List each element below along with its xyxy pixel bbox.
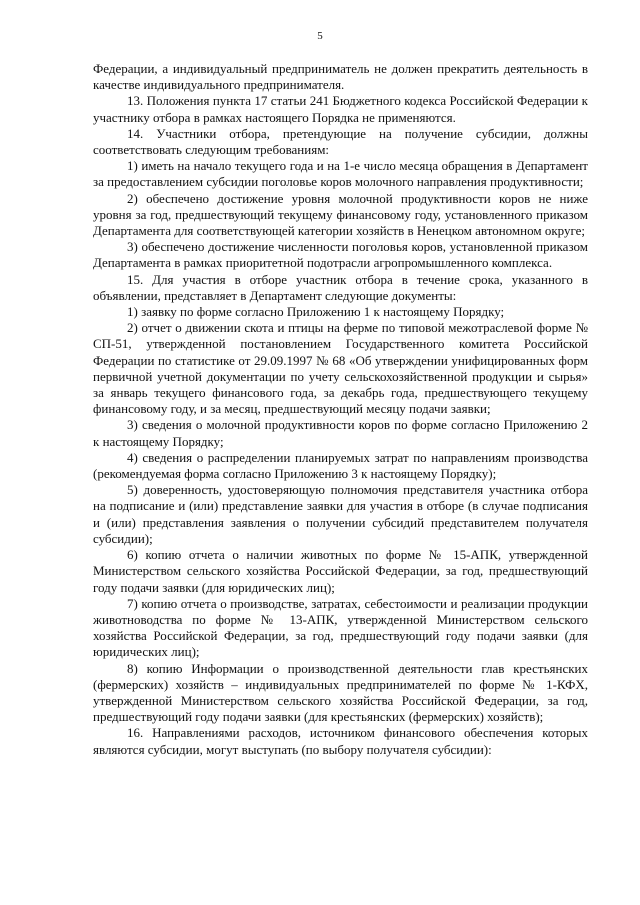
paragraph-clause-15-item-2: 2) отчет о движении скота и птицы на ферме по типовой межотраслевой форме № СП-51, утвержденной постановлением Государственного комитета Российской Федерации по статистике от 29.09.1997 № 68 «Об утверждении унифицированных форм первичной учетной документации по учету сельскохозяйственной продукции и сырья» за январь текущего финансового года, за декабрь года, предшествующего текущему финансовому году, и за месяц, предшествующий месяцу подачи заявки; [93, 320, 588, 417]
paragraph-clause-14-item-2: 2) обеспечено достижение уровня молочной продуктивности коров не ниже уровня за год, предшествующий текущему финансовому году, установленного приказом Департамента для соответствующей категории хозяйств в Ненецком автономном округе; [93, 190, 588, 239]
document-body [93, 61, 588, 758]
paragraph-clause-16: 16. Направлениями расходов, источником финансового обеспечения которых являются субсидии, могут выступать (по выбору получателя субсидии): [93, 725, 588, 757]
page-number: 5 [317, 30, 323, 42]
paragraph-clause-14-item-3: 3) обеспечено достижение численности поголовья коров, установленной приказом Департамента в рамках приоритетной подотрасли агропромышленного комплекса. [93, 239, 588, 271]
paragraph-clause-15-item-8: 8) копию Информации о производственной деятельности глав крестьянских (фермерских) хозяйств – индивидуальных предпринимателей по форме № 1-КФХ, утвержденной Министерством сельского хозяйства Российской Федерации, за год, предшествующий году подачи заявки (для крестьянских (фермерских) хозяйств); [93, 660, 588, 725]
paragraph-clause-15-item-7: 7) копию отчета о производстве, затратах, себестоимости и реализации продукции животноводства по форме № 13-АПК, утвержденной Министерством сельского хозяйства Российской Федерации, за год, предшествующий году подачи заявки (для юридических лиц); [93, 595, 588, 660]
paragraph-clause-15-item-1: 1) заявку по форме согласно Приложению 1 к настоящему Порядку; [127, 304, 505, 320]
paragraph-clause-14: 14. Участники отбора, претендующие на получение субсидии, должны соответствовать следующим требованиям: [93, 125, 588, 158]
paragraph-clause-15-item-4: 4) сведения о распределении планируемых затрат по направлениям производства (рекомендуемая форма согласно Приложению 3 к настоящему Порядку); [93, 449, 588, 482]
paragraph-clause-15-item-3: 3) сведения о молочной продуктивности коров по форме согласно Приложению 2 к настоящему Порядку; [93, 417, 588, 449]
paragraph-continuation: Федерации, а индивидуальный предприниматель не должен прекратить деятельность в качестве индивидуального предпринимателя. [93, 61, 588, 93]
paragraph-clause-15: 15. Для участия в отборе участник отбора в течение срока, указанного в объявлении, представляет в Департамент следующие документы: [93, 271, 588, 303]
paragraph-clause-15-item-6: 6) копию отчета о наличии животных по форме № 15-АПК, утвержденной Министерством сельского хозяйства Российской Федерации, за год, предшествующий году подачи заявки (для юридических лиц); [93, 547, 588, 595]
paragraph-clause-13: 13. Положения пункта 17 статьи 241 Бюджетного кодекса Российской Федерации к участнику отбора в рамках настоящего Порядка не применяются. [93, 93, 588, 125]
paragraph-clause-15-item-5: 5) доверенность, удостоверяющую полномочия представителя участника отбора на подписание и (или) представление заявки для участия в отборе (в случае подписания и (или) представления заявления о получении субсидий представителем получателя субсидии); [93, 482, 588, 546]
paragraph-clause-14-item-1: 1) иметь на начало текущего года и на 1-е число месяца обращения в Департамент за предоставлением субсидии поголовье коров молочного направления продуктивности; [93, 158, 588, 190]
